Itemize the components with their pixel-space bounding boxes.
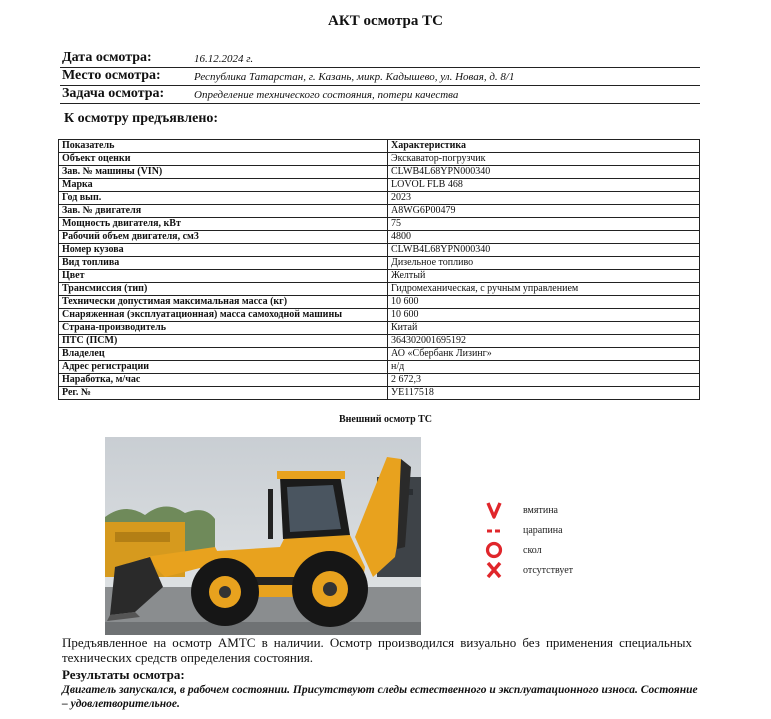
table-row: [59, 374, 700, 387]
value-cell: A8WG6P00479: [388, 205, 700, 218]
parameter-cell: Адрес регистрации: [59, 361, 388, 374]
parameter-cell: Год вып.: [59, 192, 388, 205]
parameter-cell: Рабочий объем двигателя, см3: [59, 231, 388, 244]
parameter-cell: Страна-производитель: [59, 322, 388, 335]
legend-row-dent: [484, 500, 624, 520]
value-cell: УЕ117518: [388, 387, 700, 400]
header-cell: Характеристика: [388, 140, 700, 153]
chip-circle-icon: [484, 540, 506, 560]
parameter-cell: Владелец: [59, 348, 388, 361]
value-cell: 10 600: [388, 309, 700, 322]
value-cell: 75: [388, 218, 700, 231]
table-row: [59, 231, 700, 244]
info-label: Дата осмотра:: [62, 50, 152, 65]
scratch-dash-icon: [484, 520, 506, 540]
inspection-note: Предъявленное на осмотр АМТС в наличии. Осмотр производился визуально без применения специальных технических средств определения состояния.: [62, 635, 692, 665]
value-cell: Экскаватор-погрузчик: [388, 153, 700, 166]
value-cell: Гидромеханическая, с ручным управлением: [388, 283, 700, 296]
table-row: [59, 270, 700, 283]
legend-label: царапина: [523, 525, 563, 536]
table-row: [59, 296, 700, 309]
header-cell: Показатель: [59, 140, 388, 153]
legend-label: вмятина: [523, 505, 558, 516]
table-row: [59, 322, 700, 335]
parameter-cell: Номер кузова: [59, 244, 388, 257]
parameter-cell: Рег. №: [59, 387, 388, 400]
legend-row-chip: [484, 540, 624, 560]
value-cell: 2 672,3: [388, 374, 700, 387]
info-label: Место осмотра:: [62, 68, 161, 83]
value-cell: 10 600: [388, 296, 700, 309]
parameter-cell: Наработка, м/час: [59, 374, 388, 387]
table-row: [59, 218, 700, 231]
table-header-row: [59, 140, 700, 153]
dent-v-icon: [484, 500, 506, 520]
results-text: Двигатель запускался, в рабочем состоянии. Присутствуют следы естественного и эксплуатационного износа. Состояние – удовлетворительное.: [62, 684, 698, 710]
table-row: [59, 205, 700, 218]
document-title: АКТ осмотра ТС: [328, 13, 443, 29]
info-row-date: [60, 50, 700, 68]
table-row: [59, 361, 700, 374]
photo-caption: Внешний осмотр ТС: [338, 414, 433, 425]
parameter-cell: Объект оценки: [59, 153, 388, 166]
parameter-cell: Зав. № двигателя: [59, 205, 388, 218]
table-row: [59, 192, 700, 205]
info-row-task: [60, 86, 700, 104]
parameter-cell: Марка: [59, 179, 388, 192]
parameter-cell: ПТС (ПСМ): [59, 335, 388, 348]
parameter-cell: Зав. № машины (VIN): [59, 166, 388, 179]
legend-label: отсутствует: [523, 565, 574, 576]
specs-table: [58, 139, 700, 400]
value-cell: LOVOL FLB 468: [388, 179, 700, 192]
damage-legend: [484, 500, 624, 580]
table-row: [59, 257, 700, 270]
value-cell: 4800: [388, 231, 700, 244]
parameter-cell: Вид топлива: [59, 257, 388, 270]
value-cell: 2023: [388, 192, 700, 205]
table-row: [59, 153, 700, 166]
table-row: [59, 309, 700, 322]
table-row: [59, 387, 700, 400]
legend-row-missing: [484, 560, 624, 580]
results-heading: Результаты осмотра:: [62, 667, 185, 682]
parameter-cell: Технически допустимая максимальная масса (кг): [59, 296, 388, 309]
table-row: [59, 244, 700, 257]
value-cell: н/д: [388, 361, 700, 374]
parameter-cell: Снаряженная (эксплуатационная) масса самоходной машины: [59, 309, 388, 322]
value-cell: АО «Сбербанк Лизинг»: [388, 348, 700, 361]
value-cell: Желтый: [388, 270, 700, 283]
parameter-cell: Трансмиссия (тип): [59, 283, 388, 296]
value-cell: Китай: [388, 322, 700, 335]
info-row-place: [60, 68, 700, 86]
table-row: [59, 179, 700, 192]
parameter-cell: Цвет: [59, 270, 388, 283]
value-cell: CLWB4L68YPN000340: [388, 166, 700, 179]
info-value: 16.12.2024 г.: [194, 53, 254, 65]
table-row: [59, 166, 700, 179]
table-row: [59, 283, 700, 296]
missing-x-icon: [484, 560, 506, 580]
value-cell: 364302001695192: [388, 335, 700, 348]
legend-row-scratch: [484, 520, 624, 540]
parameter-cell: Мощность двигателя, кВт: [59, 218, 388, 231]
section-title: К осмотру предъявлено:: [64, 111, 219, 126]
value-cell: Дизельное топливо: [388, 257, 700, 270]
value-cell: CLWB4L68YPN000340: [388, 244, 700, 257]
info-label: Задача осмотра:: [62, 86, 165, 101]
table-row: [59, 335, 700, 348]
legend-label: скол: [523, 545, 542, 556]
table-row: [59, 348, 700, 361]
info-value: Определение технического состояния, потери качества: [194, 89, 459, 101]
info-value: Республика Татарстан, г. Казань, микр. Кадышево, ул. Новая, д. 8/1: [194, 71, 515, 83]
inspection-info: [60, 50, 700, 104]
backhoe-loader-photo: [105, 437, 421, 635]
